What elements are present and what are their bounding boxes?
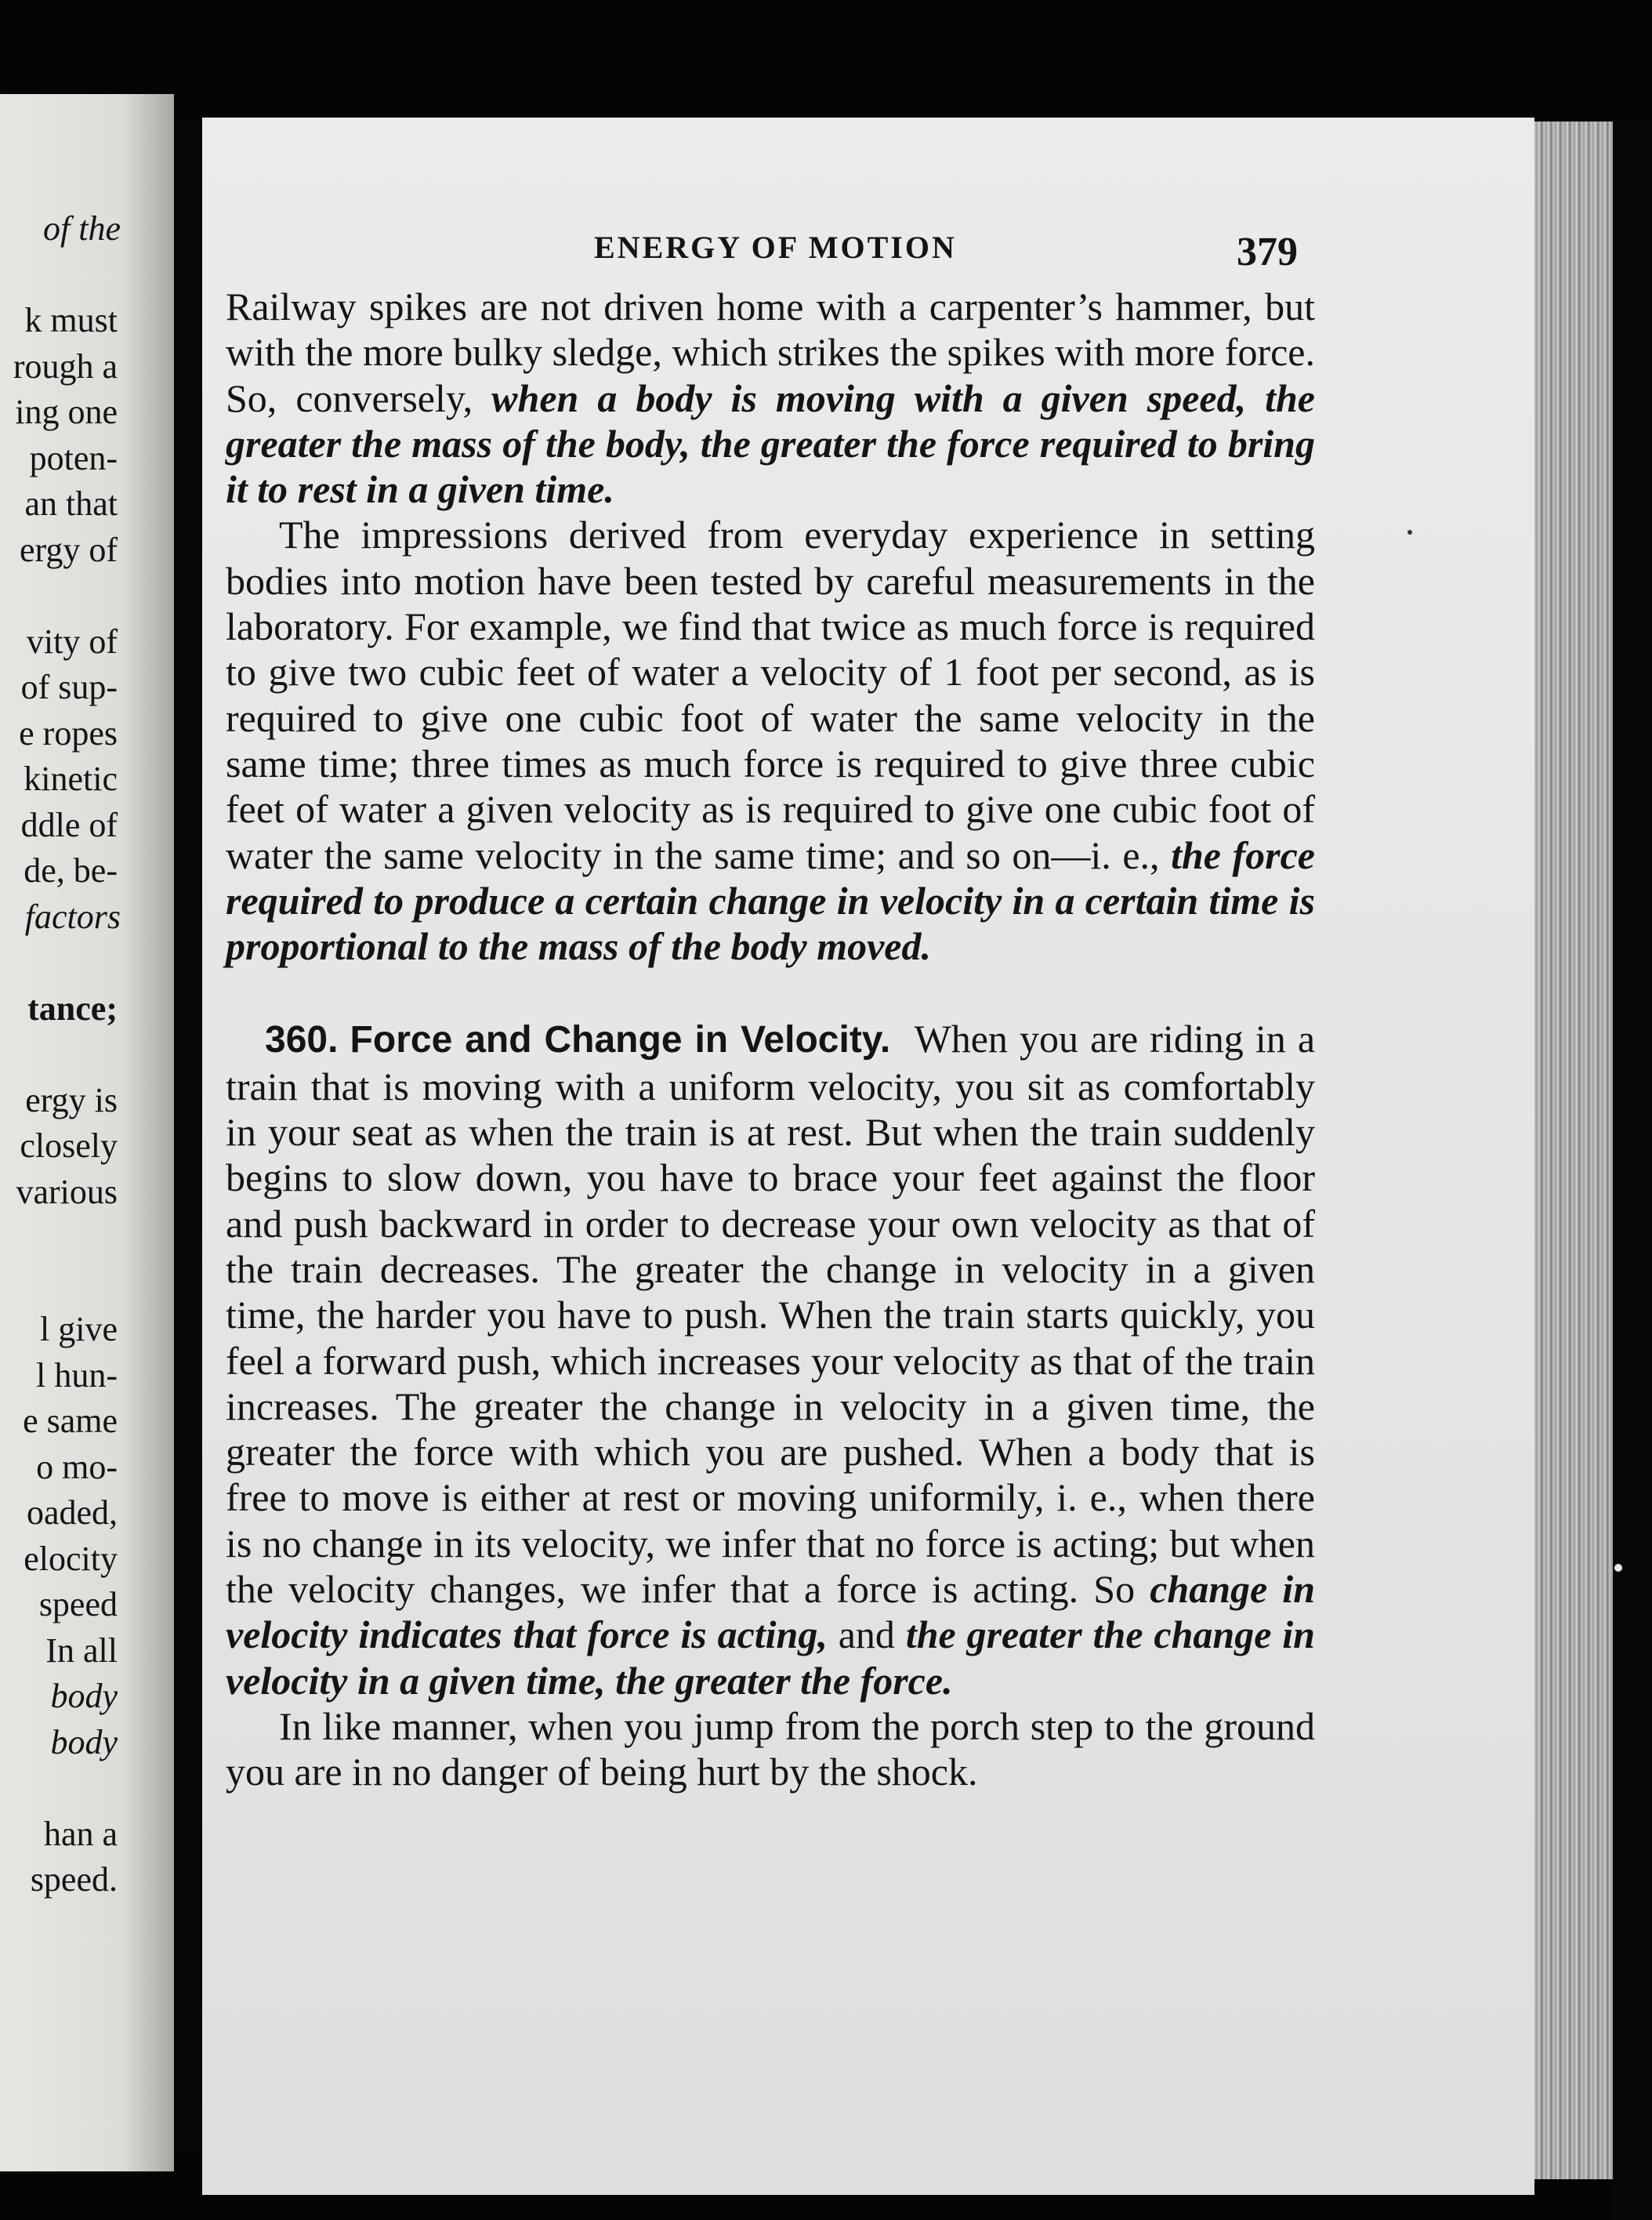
left-page-line: elocity bbox=[24, 1539, 118, 1578]
section-number: 360. bbox=[265, 1019, 339, 1061]
left-page-line: of sup- bbox=[20, 668, 118, 706]
book-gutter bbox=[174, 118, 202, 2156]
left-page-line: l give bbox=[40, 1310, 118, 1348]
section-title: Force and Change in Velocity. bbox=[350, 1019, 891, 1061]
page-number: 379 bbox=[1237, 230, 1298, 274]
left-page-line: rough a bbox=[13, 346, 118, 386]
left-page-line: an that bbox=[24, 484, 118, 523]
left-page-line: kinetic bbox=[24, 760, 118, 798]
left-page-line: tance; bbox=[27, 988, 118, 1028]
left-page-line: k must bbox=[24, 301, 118, 339]
left-page-line: In all bbox=[45, 1631, 118, 1670]
page-body bbox=[226, 284, 1315, 1795]
book-page bbox=[202, 118, 1534, 2195]
page-edges bbox=[1534, 122, 1613, 2179]
dust-speck bbox=[1614, 1564, 1622, 1572]
left-page-line: speed bbox=[38, 1585, 118, 1623]
section-text: When you are riding in a train that is moving with a uniform velocity, you sit as comfortably in your seat as when the train is at rest. But when the train suddenly begins to slow down, you have to brace your feet against the floor and push backward in order to decrease your own velocity as that of the train decreases. The greater the change in velocity in a given time, the harder you have to push. When the train starts quickly, you feel a forward push, which increases your velocity as that of the train increases. The greater the change in velocity in a given time, the greater the force with which you are pushed. When a body that is free to move is either at rest or moving uniformily, i. e., when there is no change in its velocity, we infer that no force is acting; but when the velocity changes, we infer that a force is acting. So bbox=[226, 1017, 1316, 1612]
left-page-line: of the bbox=[43, 209, 121, 248]
left-page-line: e ropes bbox=[19, 713, 118, 753]
section-360 bbox=[226, 1016, 1315, 1703]
left-page-line: ing one bbox=[15, 393, 118, 431]
left-page-line: speed. bbox=[30, 1860, 118, 1899]
background-shadow bbox=[1613, 118, 1652, 2220]
left-page-line: e same bbox=[23, 1402, 118, 1440]
left-page-line: han a bbox=[43, 1814, 118, 1853]
left-page-line: l hun- bbox=[36, 1355, 118, 1395]
running-head: ENERGY OF MOTION bbox=[594, 230, 957, 265]
left-page-line: ergy is bbox=[25, 1080, 118, 1119]
left-page-line: vity of bbox=[26, 622, 118, 661]
left-page-line: ergy of bbox=[19, 530, 118, 569]
left-page-line: closely bbox=[20, 1126, 118, 1165]
paragraph-impressions-text: The impressions derived from everyday experience in setting bodies into motion have been tested by careful measurements in the laboratory. For example, we find that twice as much force is required to give two cubic feet of water a velocity of 1 foot per second, as is required to give one cubic foot of water the same velocity in the same time; three times as much force is required to give three cubic feet of water a given velocity as is required to give one cubic foot of water the same velocity in the same time; and so on—i. e., bbox=[226, 513, 1315, 877]
left-page-line: factors bbox=[24, 897, 121, 936]
left-page-line: ddle of bbox=[20, 805, 118, 844]
paragraph-spikes-emphasis: when a body is moving with a given speed, the greater the mass of the body, the greater the force required to bring it to rest in a given time. bbox=[226, 375, 1316, 512]
paragraph-spikes bbox=[226, 284, 1315, 512]
paragraph-impressions bbox=[226, 512, 1315, 969]
paragraph-porch: In like manner, when you jump from the porch step to the ground you are in no danger of being hurt by the shock. bbox=[226, 1703, 1315, 1794]
left-facing-page bbox=[0, 94, 174, 2171]
left-page-line: various bbox=[16, 1172, 118, 1211]
left-page-line: de, be- bbox=[24, 851, 118, 890]
section-emphasis-b: the greater the change in velocity in a given time, the greater the force. bbox=[226, 1612, 1315, 1703]
section-emphasis-a: change in velocity indicates that force is acting, bbox=[226, 1567, 1316, 1657]
left-page-line: body bbox=[50, 1677, 118, 1715]
left-page-line: o mo- bbox=[36, 1447, 118, 1486]
left-page-line: poten- bbox=[29, 438, 118, 477]
dust-speck bbox=[1407, 530, 1412, 535]
left-page-line: body bbox=[50, 1722, 118, 1761]
paragraph-impressions-emphasis: the force required to produce a certain change in velocity in a certain time is proportional to the mass of the body moved. bbox=[226, 832, 1316, 969]
left-page-line: oaded, bbox=[26, 1493, 118, 1532]
section-text-and: and bbox=[827, 1612, 906, 1657]
paragraph-spikes-text: Railway spikes are not driven home with a carpenter’s hammer, but with the more bulky sledge, which strikes the spikes with more force. So, conversely, bbox=[226, 285, 1315, 420]
